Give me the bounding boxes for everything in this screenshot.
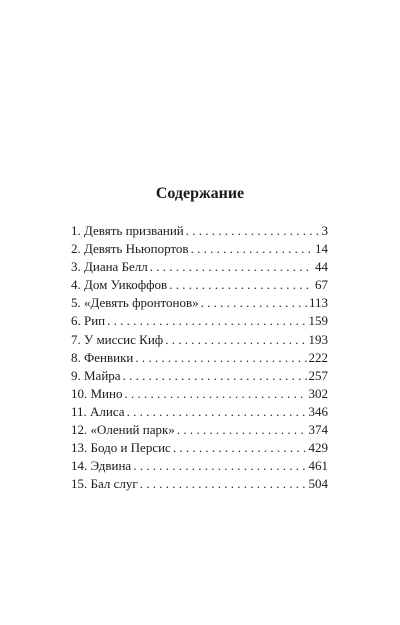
toc-entry-label: 10. Мино (71, 385, 123, 401)
toc-leader-dots (133, 457, 306, 475)
toc-leader-dots (165, 331, 306, 349)
toc-entry (71, 258, 328, 276)
toc-leader-dots (173, 439, 307, 457)
toc-leader-dots (201, 294, 307, 312)
toc-entry (71, 367, 328, 385)
toc-entry (71, 294, 328, 312)
toc-title: Содержание (155, 185, 245, 202)
toc-entry-page: 429 (308, 440, 328, 456)
toc-entry-page: 346 (308, 403, 328, 419)
toc-entry-page: 461 (308, 458, 328, 474)
toc-entry-label: 8. Фенвики (71, 349, 134, 365)
toc-leader-dots (135, 349, 306, 367)
toc-entry-page: 374 (308, 422, 328, 438)
table-of-contents (71, 222, 328, 493)
toc-entry-label: 5. «Девять фронтонов» (71, 295, 199, 311)
toc-entry-page: 257 (308, 367, 328, 383)
toc-entry-page: 302 (308, 385, 328, 401)
toc-entry-page: 159 (308, 313, 328, 329)
toc-entry (71, 276, 328, 294)
toc-leader-dots (127, 403, 307, 421)
toc-entry-label: 12. «Олений парк» (71, 422, 175, 438)
toc-entry-label: 9. Майра (71, 367, 121, 383)
toc-leader-dots (191, 240, 313, 258)
toc-entry-label: 4. Дом Уикоффов (71, 277, 168, 293)
toc-entry (71, 475, 328, 493)
toc-leader-dots (123, 367, 307, 385)
toc-entry-page: 222 (308, 349, 328, 365)
toc-entry (71, 403, 328, 421)
toc-entry (71, 349, 328, 367)
toc-entry-label: 15. Бал слуг (71, 476, 138, 492)
toc-entry-label: 13. Бодо и Персис (71, 440, 171, 456)
toc-leader-dots (169, 276, 313, 294)
toc-leader-dots (150, 258, 313, 276)
toc-entry (71, 457, 328, 475)
toc-entry (71, 421, 328, 439)
toc-entry-page: 504 (308, 476, 328, 492)
toc-entry-label: 11. Алиса (71, 403, 125, 419)
toc-entry-page: 67 (315, 277, 328, 293)
toc-entry-label: 2. Девять Ньюпортов (71, 241, 189, 257)
toc-entry (71, 439, 328, 457)
toc-entry-page: 113 (308, 295, 328, 311)
toc-entry (71, 312, 328, 330)
toc-entry-page: 3 (321, 223, 328, 238)
toc-leader-dots (124, 385, 306, 403)
toc-entry (71, 385, 328, 403)
toc-entry-label: 3. Диана Белл (71, 259, 148, 275)
toc-leader-dots (107, 312, 306, 330)
toc-entry (71, 240, 328, 258)
toc-entry (71, 331, 328, 349)
toc-entry (71, 222, 328, 240)
toc-entry-label: 7. У миссис Киф (71, 331, 164, 347)
toc-entry-page: 14 (315, 241, 328, 257)
toc-entry-page: 193 (308, 331, 328, 347)
toc-entry-label: 1. Девять призваний (71, 223, 184, 238)
toc-leader-dots (140, 475, 307, 493)
toc-leader-dots (177, 421, 307, 439)
toc-entry-label: 6. Рип (71, 313, 106, 329)
toc-leader-dots (186, 222, 320, 240)
toc-entry-page: 44 (315, 259, 328, 275)
toc-entry-label: 14. Эдвина (71, 458, 132, 474)
